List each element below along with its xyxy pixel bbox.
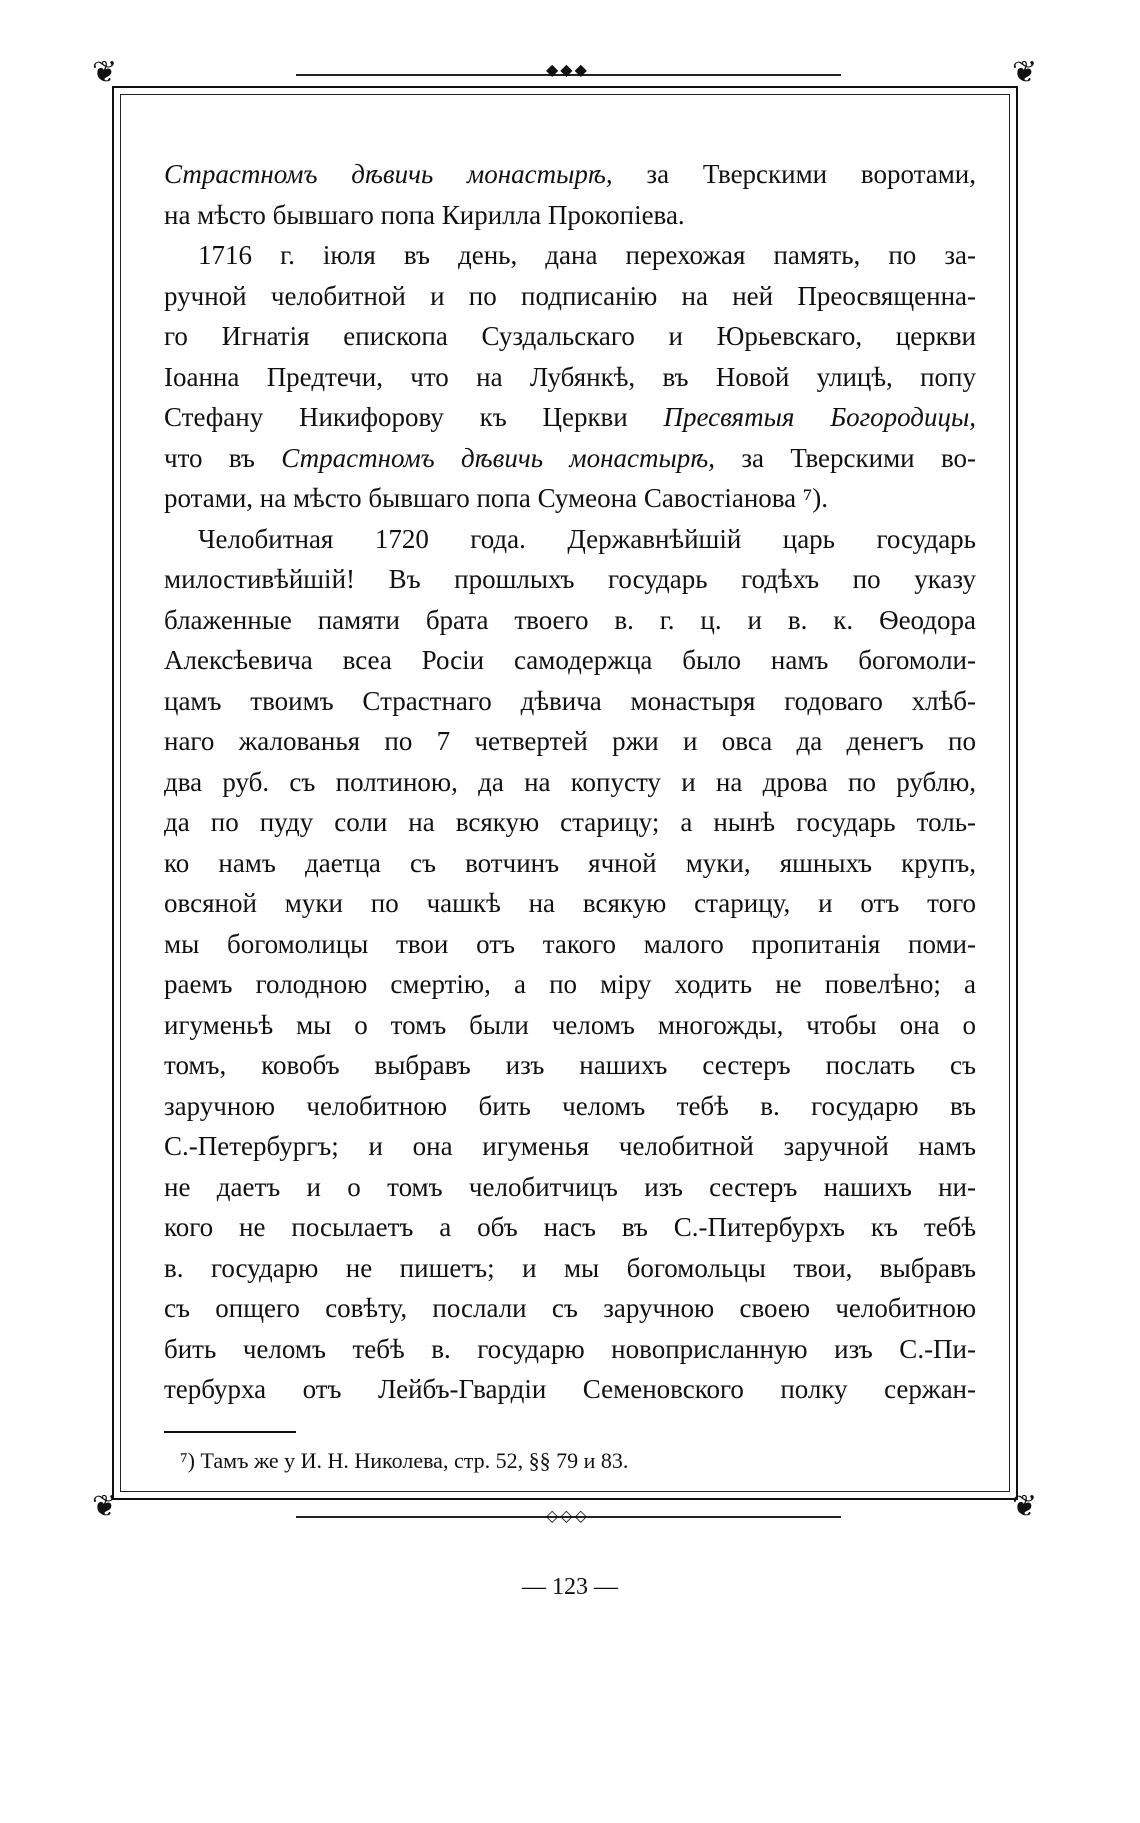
text-line	[164, 843, 976, 884]
text-line	[164, 1005, 976, 1046]
text-segment: овсяной муки по чашкѣ на всякую старицу, и отъ того	[164, 888, 976, 918]
text-segment: кого не посылаетъ а объ насъ въ С.-Питербурхъ къ тебѣ	[164, 1212, 976, 1242]
text-line	[164, 762, 976, 803]
text-line	[164, 357, 976, 398]
text-line	[164, 235, 976, 276]
text-segment: ротами, на мѣсто бывшаго попа Сумеона Савостіанова ⁷).	[164, 483, 829, 513]
center-ornament-icon: ◆◆◆	[546, 60, 589, 79]
italic-segment: Страстномъ дѣвичь монастырѣ,	[281, 442, 716, 473]
text-line	[164, 1167, 976, 1208]
corner-ornament-icon: ❦	[92, 1489, 118, 1524]
text-segment: на мѣсто бывшаго попа Кирилла Прокопіева.	[164, 199, 685, 230]
text-line	[164, 1207, 976, 1248]
text-line	[164, 1288, 976, 1329]
page-number: — 123 —	[522, 1574, 618, 1600]
text-segment: не даетъ и о томъ челобитчицъ изъ сестеръ нашихъ ни-	[164, 1171, 976, 1202]
text-segment: что въ	[164, 442, 282, 473]
text-segment: в. государю не пишетъ; и мы богомольцы твои, выбравъ	[164, 1252, 976, 1283]
text-segment: раемъ голодною смертію, а по міру ходить не повелѣно; а	[164, 969, 976, 999]
text-segment: мы богомолицы твои отъ такого малого пропитанія поми-	[164, 928, 976, 959]
corner-ornament-icon: ❦	[1012, 1489, 1038, 1524]
text-segment: за Тверскими во-	[715, 442, 976, 473]
text-line	[164, 1086, 976, 1127]
text-line	[164, 276, 976, 317]
text-line	[164, 802, 976, 843]
text-segment: Іоанна Предтечи, что на Лубянкѣ, въ Новой улицѣ, попу	[164, 361, 976, 392]
text-segment: тербурха отъ Лейбъ-Гвардіи Семеновского полку сержан-	[164, 1374, 976, 1404]
text-segment: игуменьѣ мы о томъ были челомъ многожды, чтобы она о	[164, 1009, 976, 1040]
corner-ornament-icon: ❦	[92, 55, 118, 90]
text-segment: блаженные памяти брата твоего в. г. ц. и в. к. Ѳеодора	[164, 604, 976, 635]
footnote-rule	[164, 1431, 296, 1433]
text-segment: наго жалованья по 7 четвертей ржи и овса да денегъ по	[164, 726, 976, 756]
text-line	[164, 519, 976, 560]
text-line	[164, 559, 976, 600]
text-line	[164, 1045, 976, 1086]
body-text	[164, 154, 976, 1410]
text-segment: ко намъ даетца съ вотчинъ ячной муки, яшныхъ крупъ,	[164, 847, 976, 878]
text-line	[164, 640, 976, 681]
text-line	[164, 195, 976, 236]
text-line	[164, 1329, 976, 1370]
text-segment: 1716 г. іюля въ день, дана перехожая память, по за-	[198, 240, 976, 270]
text-segment: бить челомъ тебѣ в. государю новоприсланную изъ С.-Пи-	[164, 1333, 976, 1364]
text-segment: цамъ твоимъ Страстнаго дѣвича монастыря годоваго хлѣб-	[164, 685, 976, 716]
text-line	[164, 600, 976, 641]
text-line	[164, 1248, 976, 1289]
text-line	[164, 924, 976, 965]
text-line	[164, 964, 976, 1005]
text-line	[164, 1126, 976, 1167]
footnote: ⁷) Тамъ же у И. Н. Николева, стр. 52, §§ 79 и 83.	[180, 1448, 629, 1473]
text-segment: Алексѣевича всеа Росіи самодержца было намъ богомоли-	[164, 645, 976, 675]
text-line	[164, 154, 976, 195]
text-segment: томъ, ковобъ выбравъ изъ нашихъ сестеръ послать съ	[164, 1050, 976, 1080]
italic-segment: Пресвятыя Богородицы,	[663, 402, 976, 432]
text-segment: два руб. съ полтиною, да на копусту и на дрова по рублю,	[164, 766, 976, 797]
text-segment: за Тверскими воротами,	[612, 159, 976, 189]
text-line	[164, 316, 976, 357]
corner-ornament-icon: ❦	[1012, 55, 1038, 90]
text-segment: С.-Петербургъ; и она игуменья челобитной заручной намъ	[164, 1131, 976, 1161]
text-line	[164, 883, 976, 924]
text-line	[164, 397, 976, 438]
text-segment: да по пуду соли на всякую старицу; а нынѣ государь толь-	[164, 807, 976, 837]
center-ornament-icon: ◇◇◇	[546, 1506, 589, 1525]
text-line	[164, 721, 976, 762]
text-line	[164, 438, 976, 479]
italic-segment: Страстномъ дѣвичь монастырѣ,	[164, 159, 613, 189]
text-line	[164, 478, 976, 519]
text-segment: Стефану Никифорову къ Церкви	[164, 402, 664, 432]
text-segment: го Игнатія епископа Суздальскаго и Юрьевскаго, церкви	[164, 321, 976, 351]
text-segment: ручной челобитной и по подписанію на ней Преосвященна-	[164, 280, 976, 311]
text-line	[164, 681, 976, 722]
text-segment: Челобитная 1720 года. Державнѣйшій царь государь	[198, 523, 976, 554]
text-line	[164, 1369, 976, 1410]
text-segment: заручною челобитною бить челомъ тебѣ в. государю въ	[164, 1090, 976, 1121]
text-segment: съ опщего совѣту, послали съ заручною своею челобитною	[164, 1293, 976, 1323]
text-segment: милостивѣйшій! Въ прошлыхъ государь годѣхъ по указу	[164, 564, 976, 594]
